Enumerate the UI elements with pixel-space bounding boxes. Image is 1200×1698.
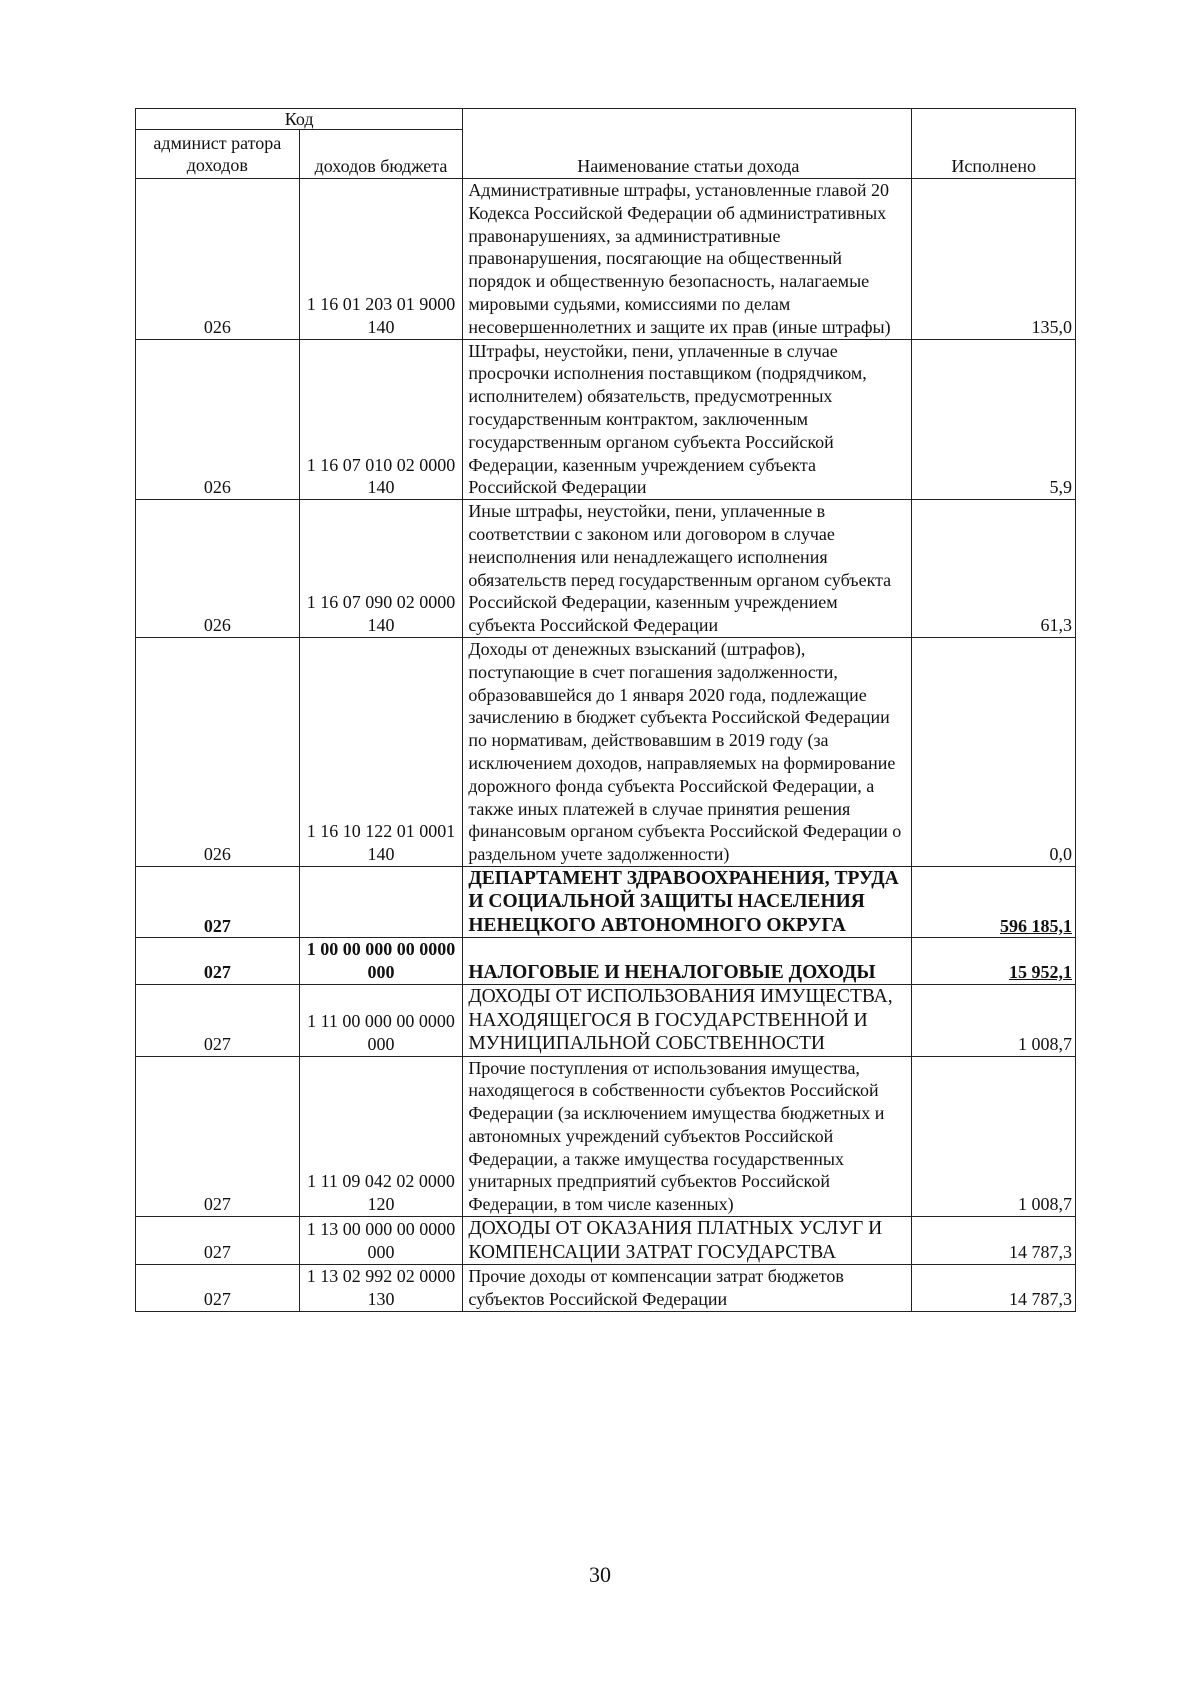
revenue-table: [135, 108, 1076, 1312]
table-row: [136, 1265, 1076, 1312]
row-name: Прочие доходы от компенсации затрат бюджетов субъектов Российской Федерации: [463, 1265, 912, 1312]
row-executed: 14 787,3: [912, 1265, 1076, 1312]
row-executed: 0,0: [912, 637, 1076, 866]
row-budget-code: 1 16 07 010 02 0000 140: [299, 339, 463, 500]
row-name: ДЕПАРТАМЕНТ ЗДРАВООХРАНЕНИЯ, ТРУДА И СОЦИАЛЬНОЙ ЗАЩИТЫ НАСЕЛЕНИЯ НЕНЕЦКОГО АВТОНОМНОГО ОКРУГА: [463, 866, 912, 938]
row-executed: 1 008,7: [912, 985, 1076, 1057]
table-row: [136, 339, 1076, 500]
header-executed: Исполнено: [912, 109, 1076, 179]
table-row: [136, 1056, 1076, 1217]
row-name: Иные штрафы, неустойки, пени, уплаченные в соответствии с законом или договором в случае неисполнения или ненадлежащего исполнения обязательств перед государственным органом субъекта Российской Федерации, казенным учреждением субъекта Российской Федерации: [463, 500, 912, 638]
row-executed: 15 952,1: [912, 938, 1076, 985]
row-budget-code: 1 16 01 203 01 9000 140: [299, 179, 463, 340]
row-admin-code: 027: [136, 938, 300, 985]
table-row-total: [136, 938, 1076, 985]
row-executed: 14 787,3: [912, 1217, 1076, 1265]
row-executed: 135,0: [912, 179, 1076, 340]
row-admin-code: 027: [136, 866, 300, 938]
row-executed: 1 008,7: [912, 1056, 1076, 1217]
table-row: [136, 637, 1076, 866]
row-budget-code: 1 11 09 042 02 0000 120: [299, 1056, 463, 1217]
row-budget-code: 1 16 10 122 01 0001 140: [299, 637, 463, 866]
row-budget-code: 1 16 07 090 02 0000 140: [299, 500, 463, 638]
row-executed: 596 185,1: [912, 866, 1076, 938]
row-name: Доходы от денежных взысканий (штрафов), поступающие в счет погашения задолженности, образовавшейся до 1 января 2020 года, подлежащие зачислению в бюджет субъекта Российской Федерации по нормативам, действовавшим в 2019 году (за исключением доходов, направляемых на формирование дорожного фонда субъекта Российской Федерации, а также иных платежей в случае принятия решения финансовым органом субъекта Российской Федерации о раздельном учете задолженности): [463, 637, 912, 866]
row-name: Прочие поступления от использования имущества, находящегося в собственности субъектов Российской Федерации (за исключением имущества бюджетных и автономных учреждений субъектов Российской Федерации, а также имущества государственных унитарных предприятий субъектов Российской Федерации, в том числе казенных): [463, 1056, 912, 1217]
row-admin-code: 027: [136, 1265, 300, 1312]
header-name: Наименование статьи дохода: [463, 109, 912, 179]
row-budget-code: 1 13 00 000 00 0000 000: [299, 1217, 463, 1265]
row-name: Штрафы, неустойки, пени, уплаченные в случае просрочки исполнения поставщиком (подрядчиком, исполнителем) обязательств, предусмотренных государственным контрактом, заключенным государственным органом субъекта Российской Федерации, казенным учреждением субъекта Российской Федерации: [463, 339, 912, 500]
row-admin-code: 027: [136, 1056, 300, 1217]
header-budget-code: доходов бюджета: [299, 130, 463, 179]
row-admin-code: 026: [136, 179, 300, 340]
row-budget-code: 1 11 00 000 00 0000 000: [299, 985, 463, 1057]
table-row: [136, 1217, 1076, 1265]
row-name: ДОХОДЫ ОТ ИСПОЛЬЗОВАНИЯ ИМУЩЕСТВА, НАХОДЯЩЕГОСЯ В ГОСУДАРСТВЕННОЙ И МУНИЦИПАЛЬНОЙ СОБСТВЕННОСТИ: [463, 985, 912, 1057]
header-kod: Код: [136, 109, 463, 130]
table-row: [136, 179, 1076, 340]
row-admin-code: 027: [136, 1217, 300, 1265]
table-row: [136, 985, 1076, 1057]
table-row-department: [136, 866, 1076, 938]
row-executed: 5,9: [912, 339, 1076, 500]
row-budget-code: [299, 866, 463, 938]
row-admin-code: 027: [136, 985, 300, 1057]
row-name: Административные штрафы, установленные главой 20 Кодекса Российской Федерации об административных правонарушениях, за административные правонарушения, посягающие на общественный порядок и общественную безопасность, налагаемые мировыми судьями, комиссиями по делам несовершеннолетних и защите их прав (иные штрафы): [463, 179, 912, 340]
row-admin-code: 026: [136, 637, 300, 866]
row-name: ДОХОДЫ ОТ ОКАЗАНИЯ ПЛАТНЫХ УСЛУГ И КОМПЕНСАЦИИ ЗАТРАТ ГОСУДАРСТВА: [463, 1217, 912, 1265]
row-name: НАЛОГОВЫЕ И НЕНАЛОГОВЫЕ ДОХОДЫ: [463, 938, 912, 985]
row-executed: 61,3: [912, 500, 1076, 638]
row-budget-code: 1 13 02 992 02 0000 130: [299, 1265, 463, 1312]
table-row: [136, 500, 1076, 638]
row-budget-code: 1 00 00 000 00 0000 000: [299, 938, 463, 985]
row-admin-code: 026: [136, 500, 300, 638]
header-administrator: админист ратора доходов: [136, 130, 300, 179]
row-admin-code: 026: [136, 339, 300, 500]
page-number: 30: [589, 1562, 611, 1587]
table-header-row-1: [136, 109, 1076, 130]
